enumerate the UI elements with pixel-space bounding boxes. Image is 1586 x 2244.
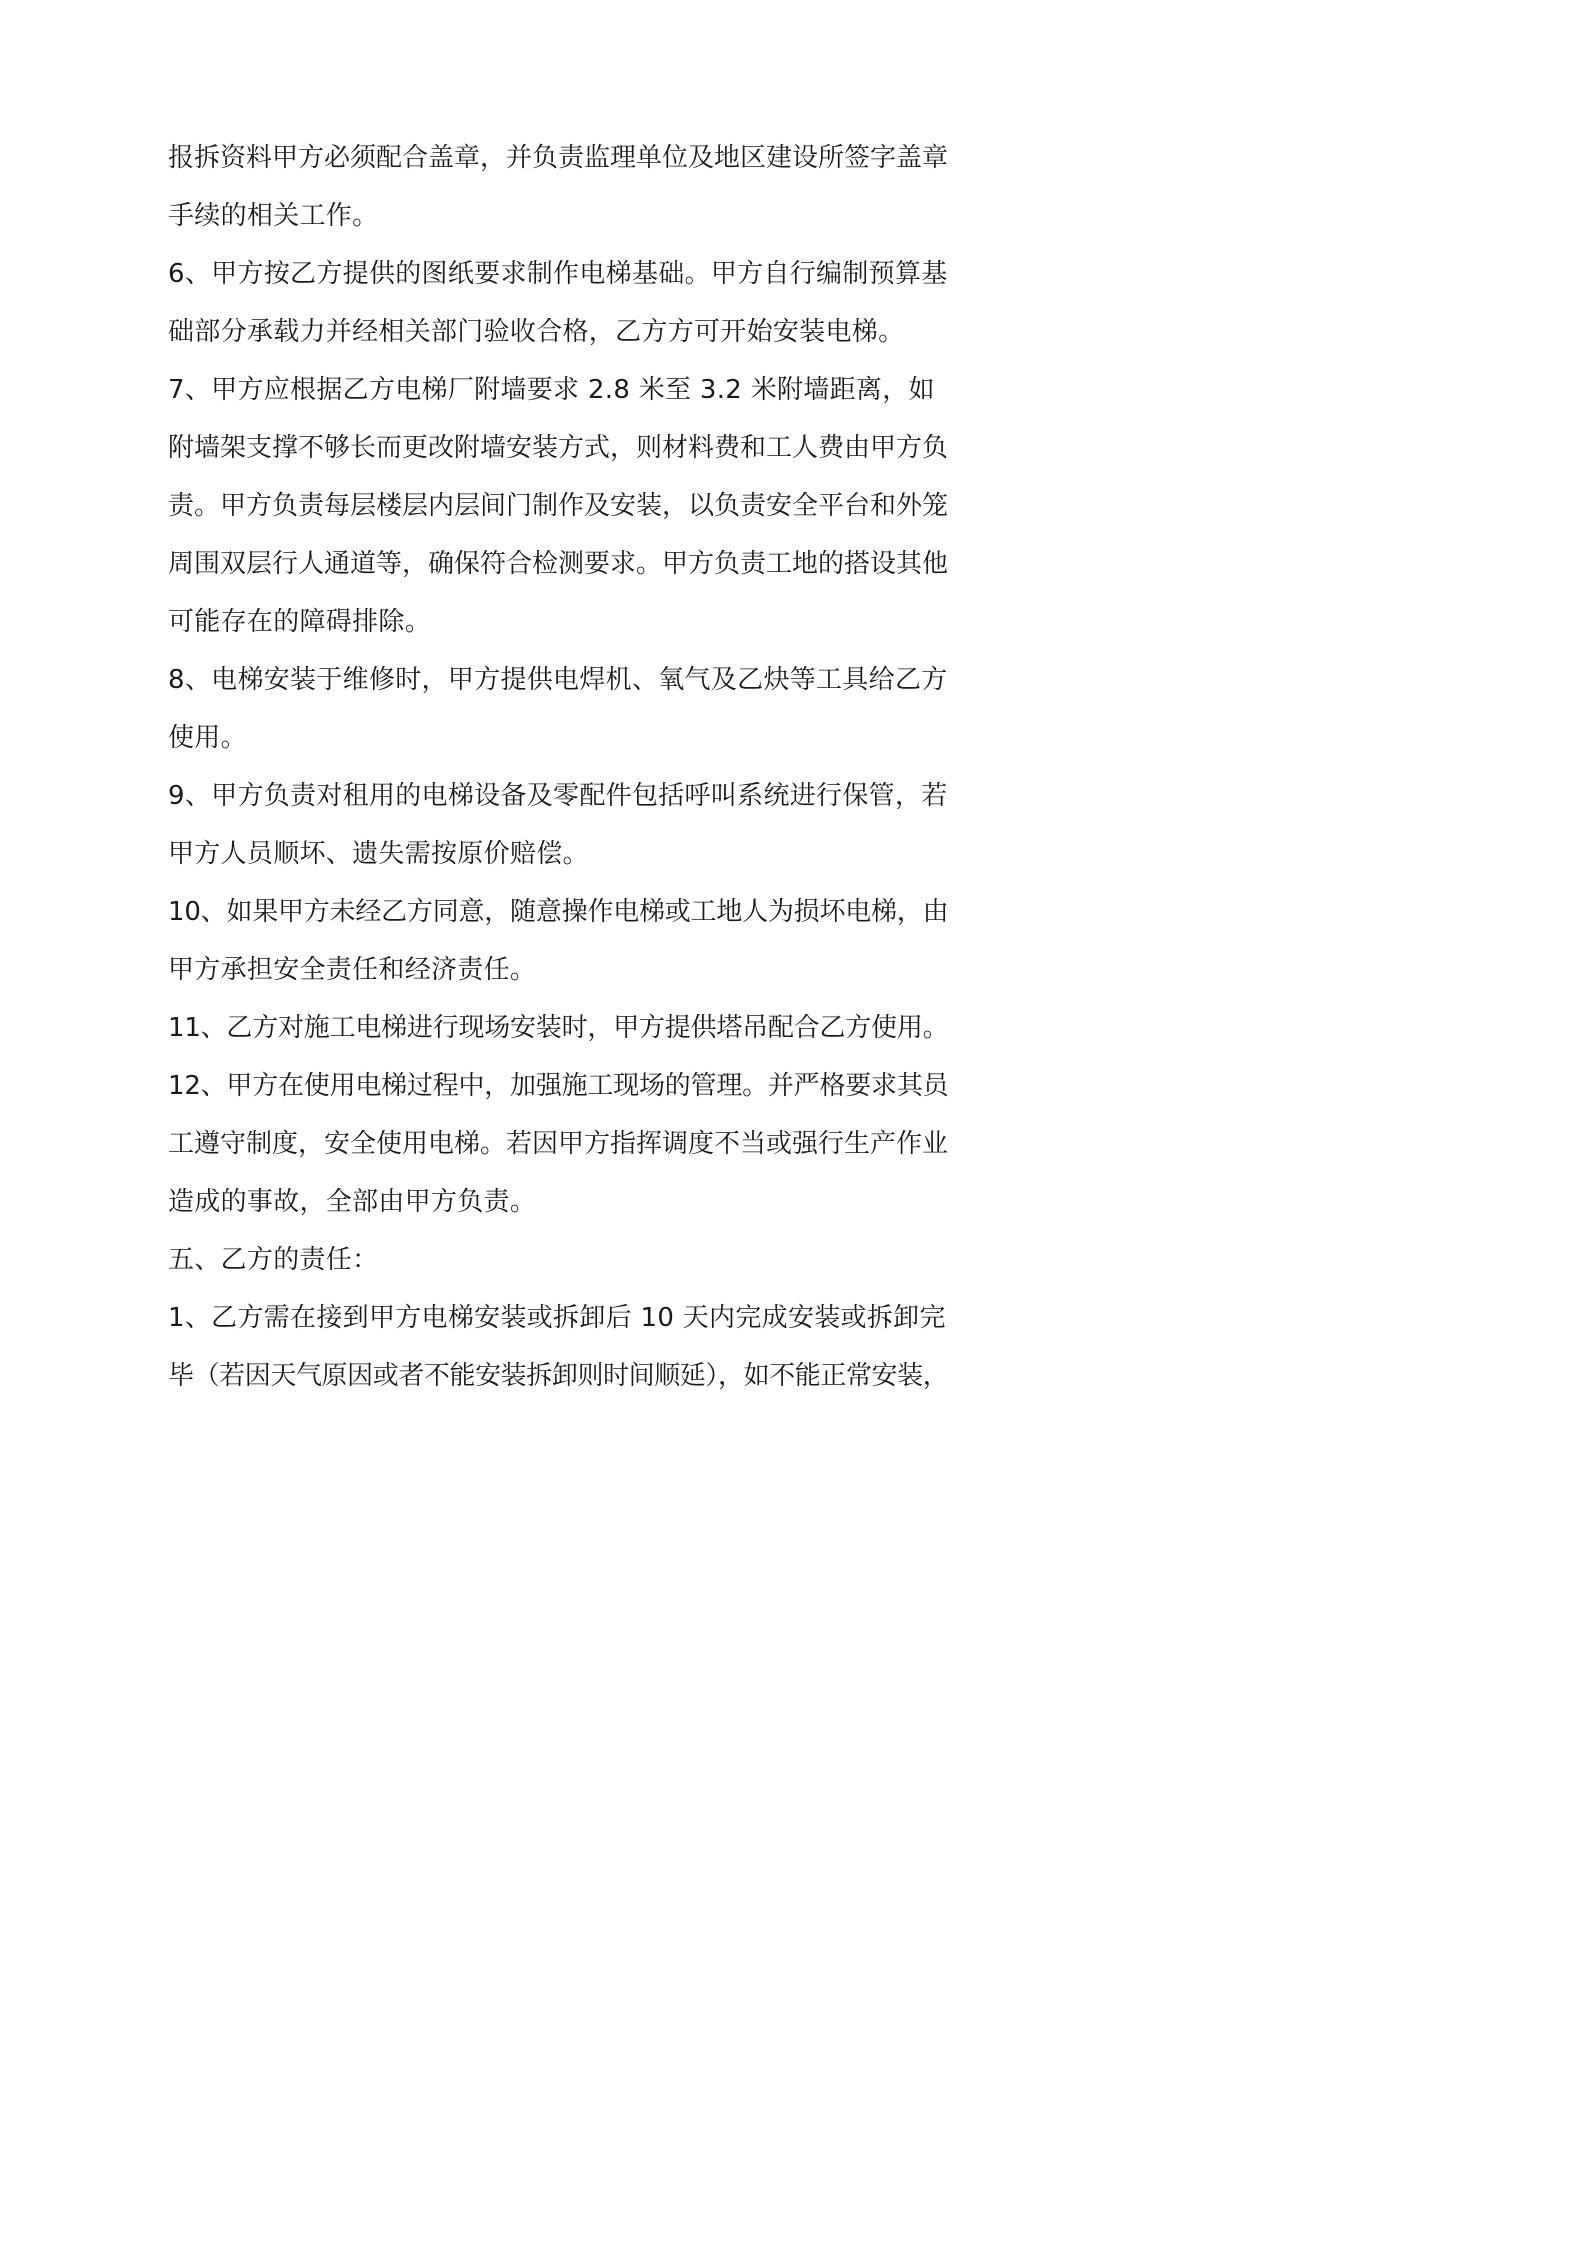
text-line: 责。甲方负责每层楼层内层间门制作及安装，以负责安全平台和外笼 <box>168 491 949 521</box>
text-line: 甲方承担安全责任和经济责任。 <box>168 955 537 985</box>
text-line: 报拆资料甲方必须配合盖章，并负责监理单位及地区建设所签字盖章 <box>168 143 949 173</box>
section-heading: 五、乙方的责任： <box>168 1245 379 1275</box>
text-line: 毕（若因天气原因或者不能安装拆卸则时间顺延），如不能正常安装， <box>168 1361 949 1391</box>
text-line: 手续的相关工作。 <box>168 201 379 231</box>
text-line: 10、如果甲方未经乙方同意，随意操作电梯或工地人为损坏电梯，由 <box>168 897 949 927</box>
text-line: 6、甲方按乙方提供的图纸要求制作电梯基础。甲方自行编制预算基 <box>168 259 948 289</box>
text-line: 1、乙方需在接到甲方电梯安装或拆卸后 10 天内完成安装或拆卸完 <box>168 1303 946 1333</box>
text-line: 础部分承载力并经相关部门验收合格，乙方方可开始安装电梯。 <box>168 317 905 347</box>
text-line: 使用。 <box>168 723 247 753</box>
text-line: 工遵守制度，安全使用电梯。若因甲方指挥调度不当或强行生产作业 <box>168 1129 949 1159</box>
text-line: 12、甲方在使用电梯过程中，加强施工现场的管理。并严格要求其员 <box>168 1071 949 1101</box>
text-line: 附墙架支撑不够长而更改附墙安装方式，则材料费和工人费由甲方负 <box>168 433 949 463</box>
document-page <box>0 0 1100 1556</box>
text-line: 可能存在的障碍排除。 <box>168 607 432 637</box>
text-line: 8、电梯安装于维修时，甲方提供电焊机、氧气及乙炔等工具给乙方 <box>168 665 948 695</box>
text-line: 周围双层行人通道等，确保符合检测要求。甲方负责工地的搭设其他 <box>168 549 949 579</box>
text-line: 9、甲方负责对租用的电梯设备及零配件包括呼叫系统进行保管，若 <box>168 781 948 811</box>
text-line: 甲方人员顺坏、遗失需按原价赔偿。 <box>168 839 589 869</box>
text-line: 11、乙方对施工电梯进行现场安装时，甲方提供塔吊配合乙方使用。 <box>168 1013 949 1043</box>
text-line: 造成的事故，全部由甲方负责。 <box>168 1187 537 1217</box>
text-line: 7、甲方应根据乙方电梯厂附墙要求 2.8 米至 3.2 米附墙距离，如 <box>168 375 935 405</box>
